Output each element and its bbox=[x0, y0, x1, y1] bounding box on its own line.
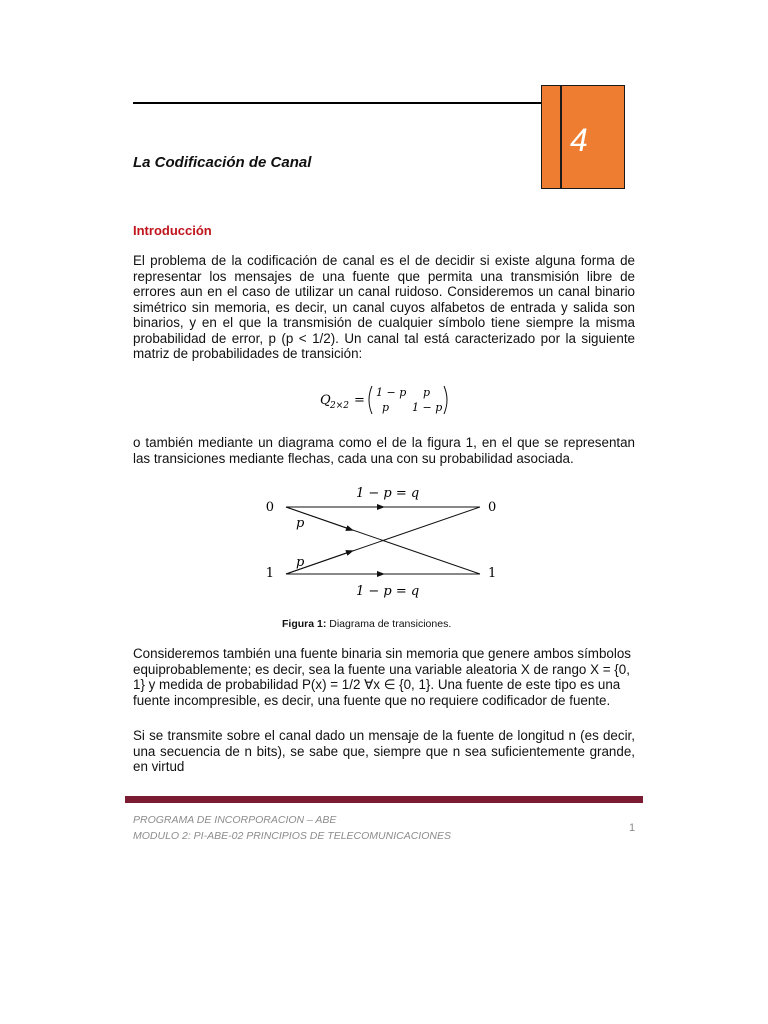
paragraph-transmission: Si se transmite sobre el canal dado un mensaje de la fuente de longitud n (es decir, una secuencia de n bits), se sabe que, siempre que n sea suficientemente grande, en virtud bbox=[133, 728, 635, 774]
label-bottom-transition: 1 − p = q bbox=[356, 584, 420, 599]
matrix-r2c2: 1 − p bbox=[412, 401, 443, 414]
matrix-svg bbox=[320, 380, 460, 420]
chapter-box-divider bbox=[560, 86, 562, 188]
input-symbol-1: 1 bbox=[265, 566, 274, 581]
matrix-equals: = bbox=[354, 393, 365, 408]
output-symbol-0: 0 bbox=[488, 500, 497, 515]
section-heading: Introducción bbox=[133, 223, 212, 238]
input-symbol-0: 0 bbox=[265, 500, 274, 515]
figure-caption-label: Figura 1: bbox=[282, 618, 327, 630]
paragraph-binary-source: Consideremos también una fuente binaria sin memoria que genere ambos símbolos equiprobablemente; es decir, sea la fuente una variable aleatoria X de rango X = {0, 1} y medida de probabilidad P(x) = 1/2 ∀x ∈ {0, 1}. Una fuente de este tipo es una fuente incompresible, es decir, una fuente que no requiere codificador de fuente. bbox=[133, 646, 631, 708]
paragraph-intro: El problema de la codificación de canal es el de decidir si existe alguna forma de representar los mensajes de una fuente que permita una transmisión libre de errores aun en el caso de utilizar un canal ruidoso. Consideremos un canal binario simétrico sin memoria, es decir, un canal cuyos alfabetos de entrada y salida son binarios, y en el que la transmisión de cualquier símbolo tiene siempre la misma probabilidad de error, p (p < 1/2). Un canal tal está caracterizado por la siguiente matriz de probabilidades de transición: bbox=[133, 253, 635, 361]
matrix-lhs: Q bbox=[320, 393, 331, 408]
figure-caption-text: Diagrama de transiciones. bbox=[329, 618, 452, 630]
footer-program: PROGRAMA DE INCORPORACION – ABE bbox=[133, 814, 337, 826]
transition-matrix bbox=[320, 380, 460, 424]
matrix-r2c1: p bbox=[382, 401, 390, 414]
paragraph-diagram-intro: o también mediante un diagrama como el de la figura 1, en el que se representan las transiciones mediante flechas, cada una con su probabilidad asociada. bbox=[133, 435, 635, 466]
matrix-subscript: 2×2 bbox=[330, 401, 349, 411]
matrix-r1c1: 1 − p bbox=[376, 386, 407, 399]
matrix-r1c2: p bbox=[423, 386, 431, 399]
output-symbol-1: 1 bbox=[488, 566, 497, 581]
footer-bar bbox=[125, 796, 643, 803]
label-cross-top: p bbox=[296, 516, 305, 531]
chapter-number: 4 bbox=[570, 122, 588, 158]
page-number: 1 bbox=[629, 822, 636, 834]
matrix-right-paren bbox=[444, 386, 447, 414]
figure-caption bbox=[282, 618, 451, 630]
footer-text bbox=[133, 812, 451, 844]
label-cross-bottom: p bbox=[296, 555, 305, 570]
chapter-title: La Codificación de Canal bbox=[133, 154, 312, 171]
matrix-left-paren bbox=[369, 386, 372, 414]
label-top-transition: 1 − p = q bbox=[356, 486, 420, 501]
chapter-number-box bbox=[541, 85, 625, 189]
footer-module: MODULO 2: PI-ABE-02 PRINCIPIOS DE TELECOMUNICACIONES bbox=[133, 830, 451, 842]
transition-diagram bbox=[260, 482, 510, 602]
